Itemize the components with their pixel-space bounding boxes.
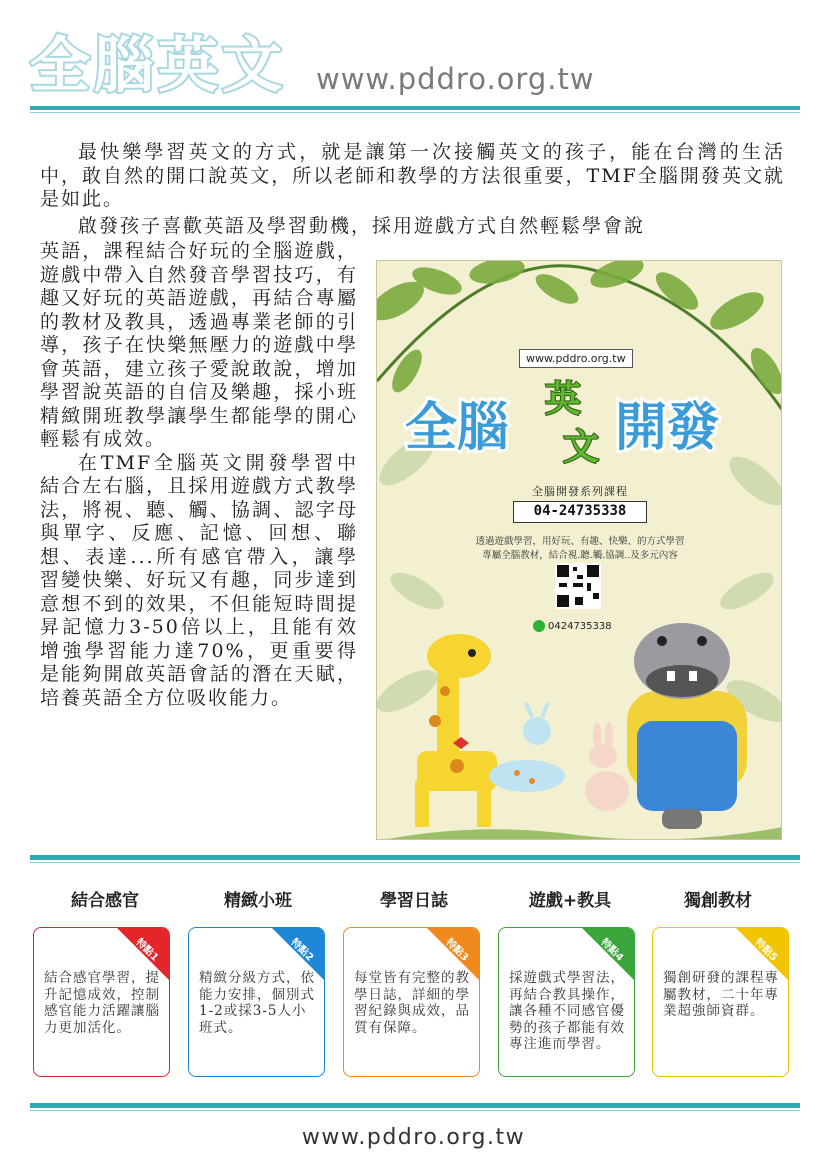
svg-text:特點4: 特點4 — [598, 936, 626, 964]
svg-text:全腦: 全腦 — [405, 398, 510, 458]
line-app-icon — [533, 620, 545, 632]
intro-paragraph-1: 最快樂學習英文的方式，就是讓第一次接觸英文的孩子，能在台灣的生活中，敢自然的開口說英文，所以老師和教學的方法很重要，TMF全腦開發英文就是如此。 — [40, 141, 785, 210]
poster-tagline-2: 專屬全腦教材，結合視.聽.觸.協調..及多元內容 — [482, 550, 678, 561]
footer-divider — [30, 1103, 800, 1108]
feature-text-3: 每堂皆有完整的教學日誌，詳細的學習紀錄與成效，品質有保障。 — [354, 970, 470, 1036]
poster-series: 全腦開發系列課程 — [532, 485, 628, 498]
feature-card-2 — [188, 927, 325, 1077]
intro-paragraph-3: 在TMF全腦英文開發學習中結合左右腦，且採用遊戲方式教學法，將視、聽、觸、協調、認字母與單字、反應、記憶、回想、聯想、表達...所有感官帶入，讓學習變快樂、好玩又有趣，同步達到意想不到的效果，不但能短時間提昇記憶力3-50倍以上，且能有效增強學習能力達70%，更重要得是能夠開啟英語會話的潛在天賦，培養英語全方位吸收能力。 — [40, 451, 358, 709]
header-url[interactable]: www.pddro.org.tw — [316, 62, 595, 96]
intro-text — [40, 141, 785, 212]
deer-illustration — [489, 703, 565, 792]
intro-paragraph-2-start: 啟發孩子喜歡英語及學習動機，採用遊戲方式自然輕鬆學會說 — [78, 215, 646, 237]
rabbit-illustration — [585, 722, 629, 811]
svg-text:特點5: 特點5 — [752, 936, 780, 964]
poster-line-contact — [533, 620, 612, 632]
feature-title-2: 精緻小班 — [224, 891, 292, 911]
feature-text-5: 獨創研發的課程專屬教材，二十年專業超強師資群。 — [663, 970, 779, 1019]
feature-text-2: 精緻分級方式，依能力安排，個別式1-2或採3-5人小班式。 — [199, 970, 315, 1036]
feature-card-4 — [498, 927, 635, 1077]
feature-title-1: 結合感官 — [71, 891, 139, 911]
svg-text:文: 文 — [563, 427, 600, 468]
feature-card-5 — [652, 927, 789, 1077]
feature-card-3 — [343, 927, 480, 1077]
feature-title-3: 學習日誌 — [380, 891, 448, 911]
header-divider-thin — [30, 112, 800, 113]
footer-divider-thin — [30, 1110, 800, 1111]
poster-line-id: 0424735338 — [548, 620, 612, 632]
course-poster — [376, 260, 782, 840]
feature-card-1 — [33, 927, 170, 1077]
brand-title — [28, 26, 308, 106]
left-column-text — [40, 240, 358, 710]
svg-text:全腦英文: 全腦英文 — [30, 31, 286, 101]
hippo-illustration — [627, 623, 747, 829]
svg-text:特點2: 特點2 — [288, 936, 316, 964]
feature-title-5: 獨創教材 — [684, 891, 752, 911]
feature-text-4: 採遊戲式學習法，再結合教具操作，讓各種不同感官優勢的孩子都能有效專注進而學習。 — [509, 970, 625, 1052]
svg-text:特點3: 特點3 — [443, 936, 471, 964]
poster-tagline-1: 透過遊戲學習，用好玩、有趣、快樂、的方式學習 — [475, 536, 685, 547]
intro-paragraph-2-rest: 英語，課程結合好玩的全腦遊戲，遊戲中帶入自然發音學習技巧，有趣又好玩的英語遊戲，再結合專屬的教材及教具，透過專業老師的引導，孩子在快樂無壓力的遊戲中學會英語，建立孩子愛說敢說，增加學習說英語的自信及樂趣，採小班精緻開班教學讓學生都能學的開心輕鬆有成效。 — [40, 240, 358, 450]
feature-title-4: 遊戲+教具 — [528, 891, 612, 911]
section-divider-thin — [30, 862, 800, 863]
svg-text:開發: 開發 — [615, 398, 720, 458]
section-divider — [30, 855, 800, 860]
footer-url[interactable]: www.pddro.org.tw — [301, 1125, 526, 1150]
feature-text-1: 結合感官學習，提升記憶成效，控制感官能力活躍讓腦力更加活化。 — [44, 970, 160, 1036]
header-divider — [30, 106, 800, 110]
svg-text:特點1: 特點1 — [133, 936, 161, 964]
poster-phone: 04-24735338 — [513, 501, 647, 523]
giraffe-illustration — [415, 634, 497, 827]
poster-url[interactable]: www.pddro.org.tw — [519, 349, 633, 368]
svg-text:英: 英 — [545, 379, 582, 420]
